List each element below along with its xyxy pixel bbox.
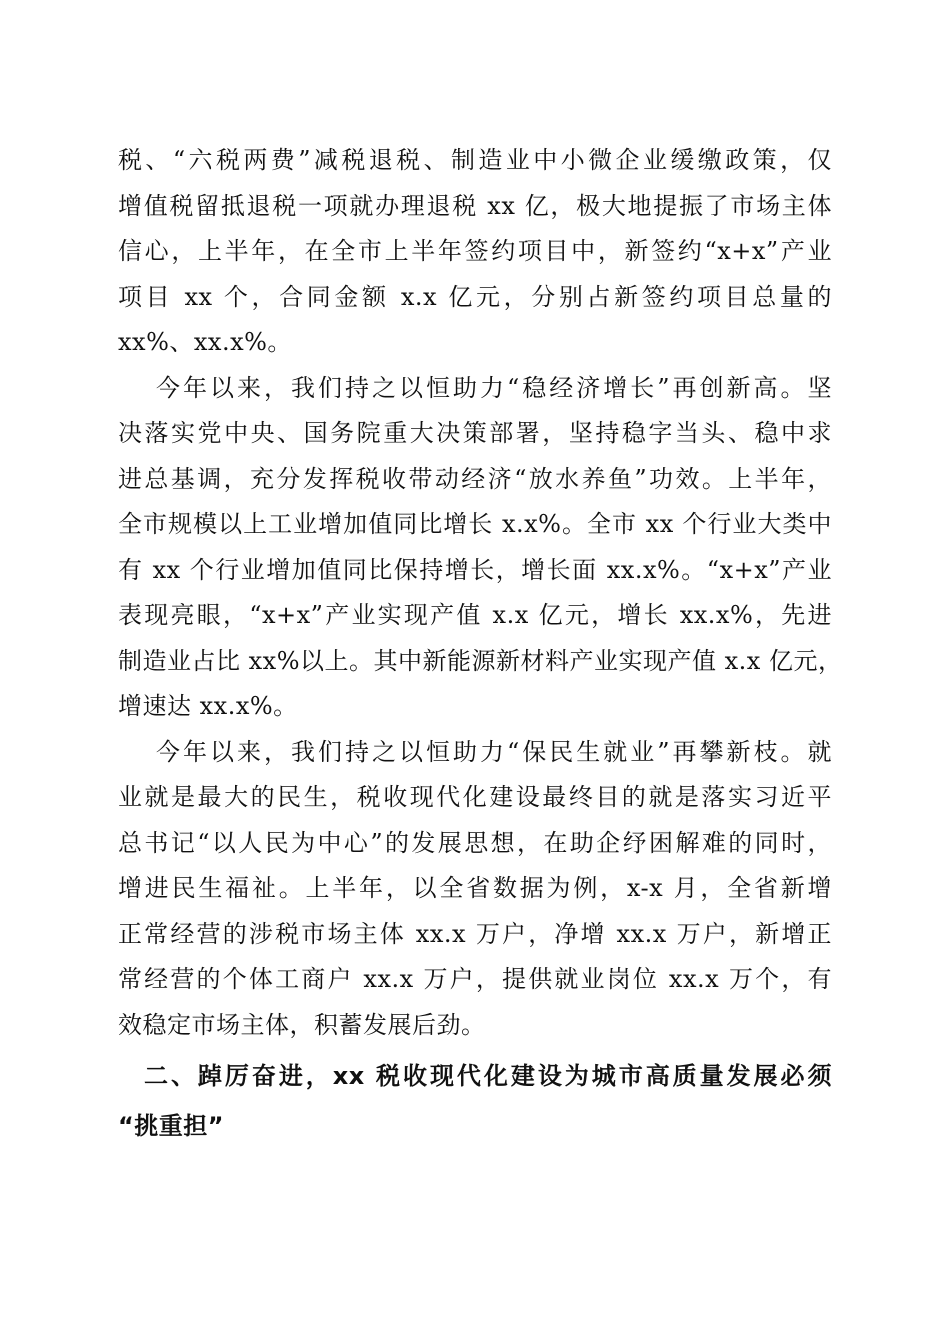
text-line: 增值税留抵退税一项就办理退税 xx 亿，极大地提振了市场主体 [118, 191, 832, 220]
heading-line: 二、踔厉奋进，xx 税收现代化建设为城市高质量发展必须 [144, 1062, 832, 1090]
document-page [118, 138, 843, 1151]
section-heading [118, 1051, 832, 1151]
text-line: 税、“六税两费”减税退税、制造业中小微企业缓缴政策，仅 [118, 146, 832, 174]
text-line: 业就是最大的民生，税收现代化建设最终目的就是落实习近平 [118, 783, 832, 811]
text-line: 今年以来，我们持之以恒助力“稳经济增长”再创新高。坚 [156, 373, 832, 402]
paragraph-economic-growth [118, 366, 843, 730]
text-line: xx%、xx.x%。 [118, 328, 292, 356]
text-line: 信心，上半年，在全市上半年签约项目中，新签约“x+x”产业 [118, 237, 832, 265]
text-line: 正常经营的涉税市场主体 xx.x 万户，净增 xx.x 万户，新增正 [118, 919, 832, 948]
text-line: 增进民生福祉。上半年，以全省数据为例，x-x 月，全省新增 [118, 874, 832, 902]
text-line: 增速达 xx.x%。 [118, 692, 298, 720]
text-line: 制造业占比 xx%以上。其中新能源新材料产业实现产值 x.x 亿元， [118, 646, 843, 675]
paragraph-tax-relief [118, 138, 832, 366]
text-line: 决落实党中央、国务院重大决策部署，坚持稳字当头、稳中求 [118, 419, 832, 447]
heading-line: “挑重担” [118, 1112, 225, 1140]
text-line: 表现亮眼，“x+x”产业实现产值 x.x 亿元，增长 xx.x%，先进 [118, 601, 832, 629]
text-line: 总书记“以人民为中心”的发展思想，在助企纾困解难的同时， [118, 828, 832, 857]
paragraph-livelihood-employment [118, 730, 832, 1049]
text-line: 项目 xx 个，合同金额 x.x 亿元，分别占新签约项目总量的 [118, 282, 832, 311]
text-line: 今年以来，我们持之以恒助力“保民生就业”再攀新枝。就 [156, 737, 832, 766]
text-line: 进总基调，充分发挥税收带动经济“放水养鱼”功效。上半年， [118, 464, 832, 493]
text-line: 全市规模以上工业增加值同比增长 x.x%。全市 xx 个行业大类中 [118, 510, 832, 538]
text-line: 效稳定市场主体，积蓄发展后劲。 [118, 1010, 486, 1039]
text-line: 常经营的个体工商户 xx.x 万户，提供就业岗位 xx.x 万个，有 [118, 965, 832, 993]
text-line: 有 xx 个行业增加值同比保持增长，增长面 xx.x%。“x+x”产业 [118, 555, 832, 584]
